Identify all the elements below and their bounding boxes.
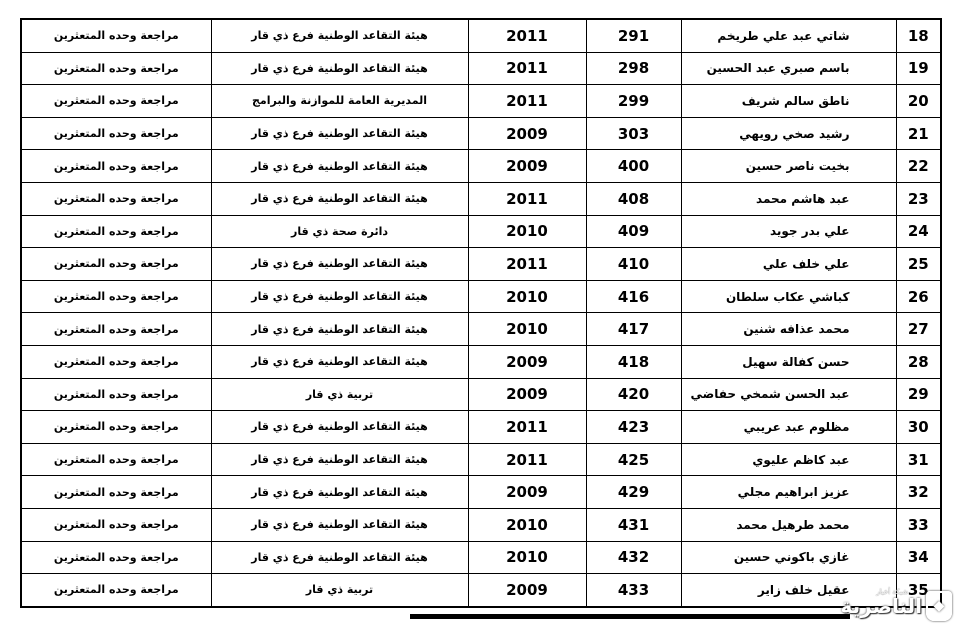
cell-year: 2010 xyxy=(468,313,586,346)
cell-name: علي خلف علي xyxy=(681,248,896,281)
cell-note: مراجعة وحده المتعثرين xyxy=(21,541,211,574)
cell-institution: تربية ذي قار xyxy=(211,574,468,607)
table-row xyxy=(21,117,941,150)
cell-note: مراجعة وحده المتعثرين xyxy=(21,476,211,509)
cell-year: 2009 xyxy=(468,117,586,150)
cell-year: 2011 xyxy=(468,19,586,52)
cell-institution: هيئة التقاعد الوطنية فرع ذي قار xyxy=(211,476,468,509)
cell-name: باسم صبري عبد الحسين xyxy=(681,52,896,85)
cell-name: عزيز ابراهيم مجلي xyxy=(681,476,896,509)
table-row xyxy=(21,378,941,411)
cell-row-number: 19 xyxy=(896,52,941,85)
cell-name: كباشي عكاب سلطان xyxy=(681,280,896,313)
cell-note: مراجعة وحده المتعثرين xyxy=(21,411,211,444)
cell-note: مراجعة وحده المتعثرين xyxy=(21,19,211,52)
cell-doc-number: 423 xyxy=(586,411,681,444)
cell-row-number: 32 xyxy=(896,476,941,509)
cell-row-number: 28 xyxy=(896,345,941,378)
cell-row-number: 29 xyxy=(896,378,941,411)
cell-doc-number: 408 xyxy=(586,182,681,215)
cell-institution: هيئة التقاعد الوطنية فرع ذي قار xyxy=(211,345,468,378)
cell-doc-number: 298 xyxy=(586,52,681,85)
cell-institution: هيئة التقاعد الوطنية فرع ذي قار xyxy=(211,280,468,313)
table-row xyxy=(21,345,941,378)
cell-doc-number: 291 xyxy=(586,19,681,52)
cell-note: مراجعة وحده المتعثرين xyxy=(21,280,211,313)
cell-note: مراجعة وحده المتعثرين xyxy=(21,443,211,476)
table-row xyxy=(21,182,941,215)
cell-institution: هيئة التقاعد الوطنية فرع ذي قار xyxy=(211,443,468,476)
cell-row-number: 35 xyxy=(896,574,941,607)
table-row xyxy=(21,215,941,248)
watermark-logo xyxy=(826,586,952,626)
cell-note: مراجعة وحده المتعثرين xyxy=(21,345,211,378)
table-row xyxy=(21,541,941,574)
table-row xyxy=(21,411,941,444)
table-row xyxy=(21,280,941,313)
table-row xyxy=(21,85,941,118)
cell-year: 2009 xyxy=(468,345,586,378)
cell-row-number: 26 xyxy=(896,280,941,313)
cell-doc-number: 418 xyxy=(586,345,681,378)
cell-name: علي بدر جويد xyxy=(681,215,896,248)
cell-note: مراجعة وحده المتعثرين xyxy=(21,508,211,541)
cell-row-number: 33 xyxy=(896,508,941,541)
cell-note: مراجعة وحده المتعثرين xyxy=(21,52,211,85)
cell-note: مراجعة وحده المتعثرين xyxy=(21,215,211,248)
table-row xyxy=(21,248,941,281)
cell-doc-number: 433 xyxy=(586,574,681,607)
cell-year: 2010 xyxy=(468,280,586,313)
cell-note: مراجعة وحده المتعثرين xyxy=(21,85,211,118)
cell-note: مراجعة وحده المتعثرين xyxy=(21,313,211,346)
cell-name: عقيل خلف زاير xyxy=(681,574,896,607)
cell-doc-number: 299 xyxy=(586,85,681,118)
table-row xyxy=(21,508,941,541)
cell-name: شاتي عبد علي طريخم xyxy=(681,19,896,52)
cell-year: 2011 xyxy=(468,182,586,215)
cell-doc-number: 409 xyxy=(586,215,681,248)
cell-year: 2011 xyxy=(468,52,586,85)
bottom-black-bar xyxy=(410,614,850,619)
cell-name: رشيد صخي رويهي xyxy=(681,117,896,150)
watermark-subtext: شبكة أخبار xyxy=(876,588,908,596)
cell-doc-number: 416 xyxy=(586,280,681,313)
table-row xyxy=(21,443,941,476)
cell-row-number: 23 xyxy=(896,182,941,215)
records-table xyxy=(20,18,942,608)
cell-row-number: 20 xyxy=(896,85,941,118)
cell-institution: دائرة صحة ذي قار xyxy=(211,215,468,248)
cell-institution: هيئة التقاعد الوطنية فرع ذي قار xyxy=(211,117,468,150)
cell-name: عبد هاشم محمد xyxy=(681,182,896,215)
cell-year: 2010 xyxy=(468,541,586,574)
table-row xyxy=(21,313,941,346)
cell-name: محمد طرهيل محمد xyxy=(681,508,896,541)
cell-name: مظلوم عبد عريبي xyxy=(681,411,896,444)
cell-row-number: 30 xyxy=(896,411,941,444)
cell-year: 2011 xyxy=(468,248,586,281)
table-row xyxy=(21,19,941,52)
cell-name: محمد عذافه شنين xyxy=(681,313,896,346)
cell-year: 2011 xyxy=(468,411,586,444)
cell-row-number: 18 xyxy=(896,19,941,52)
cell-institution: المديرية العامة للموازنة والبرامج xyxy=(211,85,468,118)
cell-name: عبد الحسن شمخي حفاضي xyxy=(681,378,896,411)
cell-name: بخيت ناصر حسين xyxy=(681,150,896,183)
cell-doc-number: 431 xyxy=(586,508,681,541)
cell-institution: هيئة التقاعد الوطنية فرع ذي قار xyxy=(211,182,468,215)
cell-institution: هيئة التقاعد الوطنية فرع ذي قار xyxy=(211,248,468,281)
watermark-text: الناصرية xyxy=(840,594,922,618)
cell-institution: هيئة التقاعد الوطنية فرع ذي قار xyxy=(211,19,468,52)
cell-row-number: 22 xyxy=(896,150,941,183)
cell-year: 2009 xyxy=(468,378,586,411)
cell-row-number: 27 xyxy=(896,313,941,346)
cell-doc-number: 425 xyxy=(586,443,681,476)
cell-institution: هيئة التقاعد الوطنية فرع ذي قار xyxy=(211,411,468,444)
cell-year: 2011 xyxy=(468,85,586,118)
table-row xyxy=(21,476,941,509)
cell-doc-number: 420 xyxy=(586,378,681,411)
cell-year: 2010 xyxy=(468,215,586,248)
cell-row-number: 34 xyxy=(896,541,941,574)
cell-row-number: 24 xyxy=(896,215,941,248)
cell-name: عبد كاظم عليوي xyxy=(681,443,896,476)
cell-name: ناطق سالم شريف xyxy=(681,85,896,118)
cell-institution: هيئة التقاعد الوطنية فرع ذي قار xyxy=(211,541,468,574)
cell-name: غازي باكوني حسين xyxy=(681,541,896,574)
cell-note: مراجعة وحده المتعثرين xyxy=(21,574,211,607)
cell-note: مراجعة وحده المتعثرين xyxy=(21,182,211,215)
cell-institution: هيئة التقاعد الوطنية فرع ذي قار xyxy=(211,313,468,346)
cell-row-number: 21 xyxy=(896,117,941,150)
cell-institution: هيئة التقاعد الوطنية فرع ذي قار xyxy=(211,508,468,541)
cell-name: حسن كفالة سهيل xyxy=(681,345,896,378)
cell-note: مراجعة وحده المتعثرين xyxy=(21,150,211,183)
cell-doc-number: 303 xyxy=(586,117,681,150)
records-table-body xyxy=(21,19,941,607)
cell-year: 2011 xyxy=(468,443,586,476)
cell-doc-number: 400 xyxy=(586,150,681,183)
cell-institution: هيئة التقاعد الوطنية فرع ذي قار xyxy=(211,150,468,183)
cell-institution: هيئة التقاعد الوطنية فرع ذي قار xyxy=(211,52,468,85)
cell-doc-number: 432 xyxy=(586,541,681,574)
cell-note: مراجعة وحده المتعثرين xyxy=(21,378,211,411)
table-row xyxy=(21,150,941,183)
watermark-emblem-icon: ◆ xyxy=(926,591,952,621)
table-row xyxy=(21,574,941,607)
document-table-wrapper xyxy=(20,18,940,608)
cell-doc-number: 410 xyxy=(586,248,681,281)
cell-year: 2010 xyxy=(468,508,586,541)
cell-note: مراجعة وحده المتعثرين xyxy=(21,117,211,150)
cell-year: 2009 xyxy=(468,476,586,509)
table-row xyxy=(21,52,941,85)
cell-row-number: 25 xyxy=(896,248,941,281)
cell-note: مراجعة وحده المتعثرين xyxy=(21,248,211,281)
cell-institution: تربية ذي قار xyxy=(211,378,468,411)
cell-row-number: 31 xyxy=(896,443,941,476)
cell-year: 2009 xyxy=(468,150,586,183)
cell-year: 2009 xyxy=(468,574,586,607)
cell-doc-number: 417 xyxy=(586,313,681,346)
cell-doc-number: 429 xyxy=(586,476,681,509)
